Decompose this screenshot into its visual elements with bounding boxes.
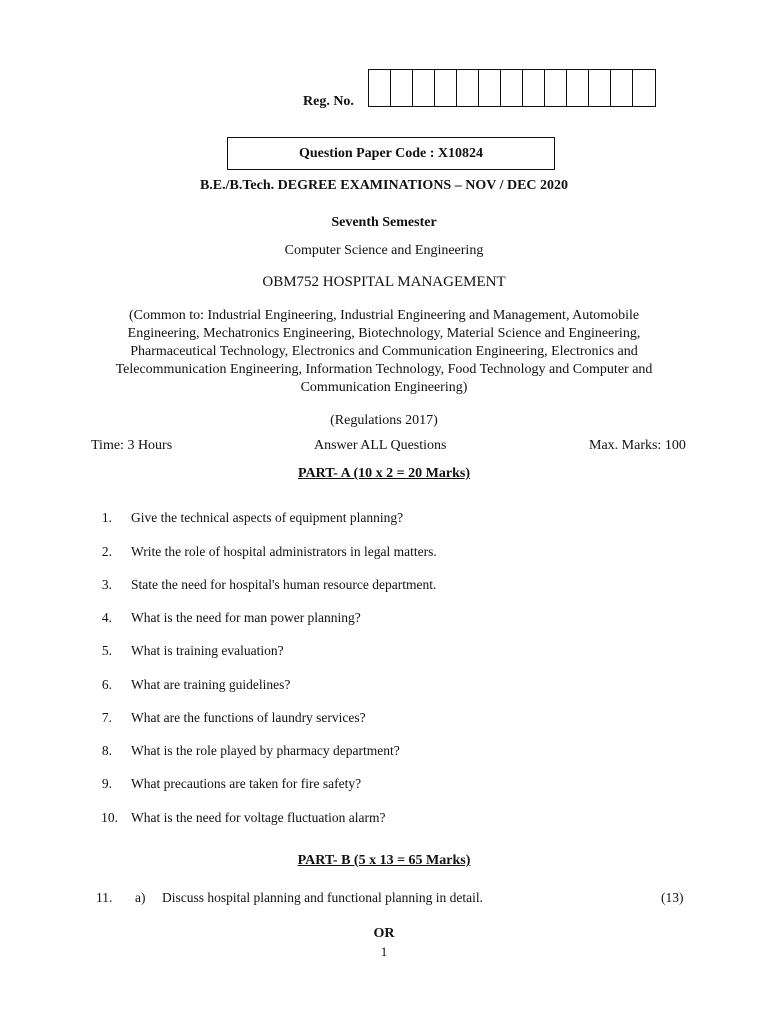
common-line: (Common to: Industrial Engineering, Industrial Engineering and Management, Automobile (128, 308, 640, 323)
part-b-heading: PART- B (5 x 13 = 65 Marks) (297, 853, 471, 868)
common-line: Telecommunication Engineering, Information Technology, Food Technology and Computer and (115, 362, 653, 377)
exam-time: Time: 3 Hours (91, 438, 173, 453)
question-number: 1. (101, 510, 112, 525)
reg-no-box (501, 70, 523, 106)
question-text: State the need for hospital's human resource department. (131, 577, 437, 592)
part-a-heading: PART- A (10 x 2 = 20 Marks) (298, 466, 470, 481)
common-line: Communication Engineering) (300, 380, 468, 395)
question-text: Discuss hospital planning and functional planning in detail. (162, 890, 483, 905)
reg-no-box (523, 70, 545, 106)
reg-no-box (369, 70, 391, 106)
question-text: Write the role of hospital administrators in legal matters. (131, 544, 437, 559)
page-number: 1 (380, 944, 388, 959)
department: Computer Science and Engineering (284, 243, 484, 258)
common-to-note (90, 307, 678, 397)
question-number: 5. (101, 643, 112, 658)
question-number: 3. (101, 577, 112, 592)
question-text: What is the need for man power planning? (131, 610, 361, 625)
question-text: What precautions are taken for fire safety? (131, 776, 362, 791)
question-number: 9. (101, 776, 112, 791)
exam-instruction: Answer ALL Questions (314, 438, 447, 453)
max-marks: Max. Marks: 100 (589, 438, 686, 453)
reg-no-box (611, 70, 633, 106)
question-number: 6. (101, 677, 112, 692)
question-number: 8. (101, 743, 112, 758)
exam-title: B.E./B.Tech. DEGREE EXAMINATIONS – NOV / DEC 2020 (199, 178, 569, 193)
reg-no-box (435, 70, 457, 106)
reg-no-box (633, 70, 655, 106)
reg-no-box (567, 70, 589, 106)
question-number: 7. (101, 710, 112, 725)
semester: Seventh Semester (331, 215, 437, 230)
or-separator: OR (373, 926, 395, 941)
question-number: 11. (96, 890, 113, 905)
question-number: 4. (101, 610, 112, 625)
question-text: What are training guidelines? (131, 677, 291, 692)
question-paper-code: Question Paper Code : X10824 (227, 137, 555, 170)
regulations: (Regulations 2017) (330, 413, 438, 428)
reg-no-box (589, 70, 611, 106)
reg-no-boxes (368, 69, 656, 107)
question-number: 2. (101, 544, 112, 559)
question-text: What is the need for voltage fluctuation alarm? (131, 810, 386, 825)
question-text: What is training evaluation? (131, 643, 284, 658)
sub-question-label: a) (135, 890, 146, 905)
reg-no-box (413, 70, 435, 106)
reg-no-box (391, 70, 413, 106)
question-text: Give the technical aspects of equipment planning? (131, 510, 404, 525)
question-text: What is the role played by pharmacy department? (131, 743, 400, 758)
question-text: What are the functions of laundry services? (131, 710, 366, 725)
reg-no-box (479, 70, 501, 106)
common-line: Engineering, Mechatronics Engineering, Biotechnology, Material Science and Engineering, (127, 326, 641, 341)
course-title: OBM752 HOSPITAL MANAGEMENT (262, 274, 506, 290)
reg-no-box (457, 70, 479, 106)
reg-no-box (545, 70, 567, 106)
common-line: Pharmaceutical Technology, Electronics and Communication Engineering, Electronics and (130, 344, 638, 359)
question-marks: (13) (661, 890, 684, 905)
question-number: 10. (101, 810, 118, 825)
reg-no-label: Reg. No. (303, 94, 354, 109)
